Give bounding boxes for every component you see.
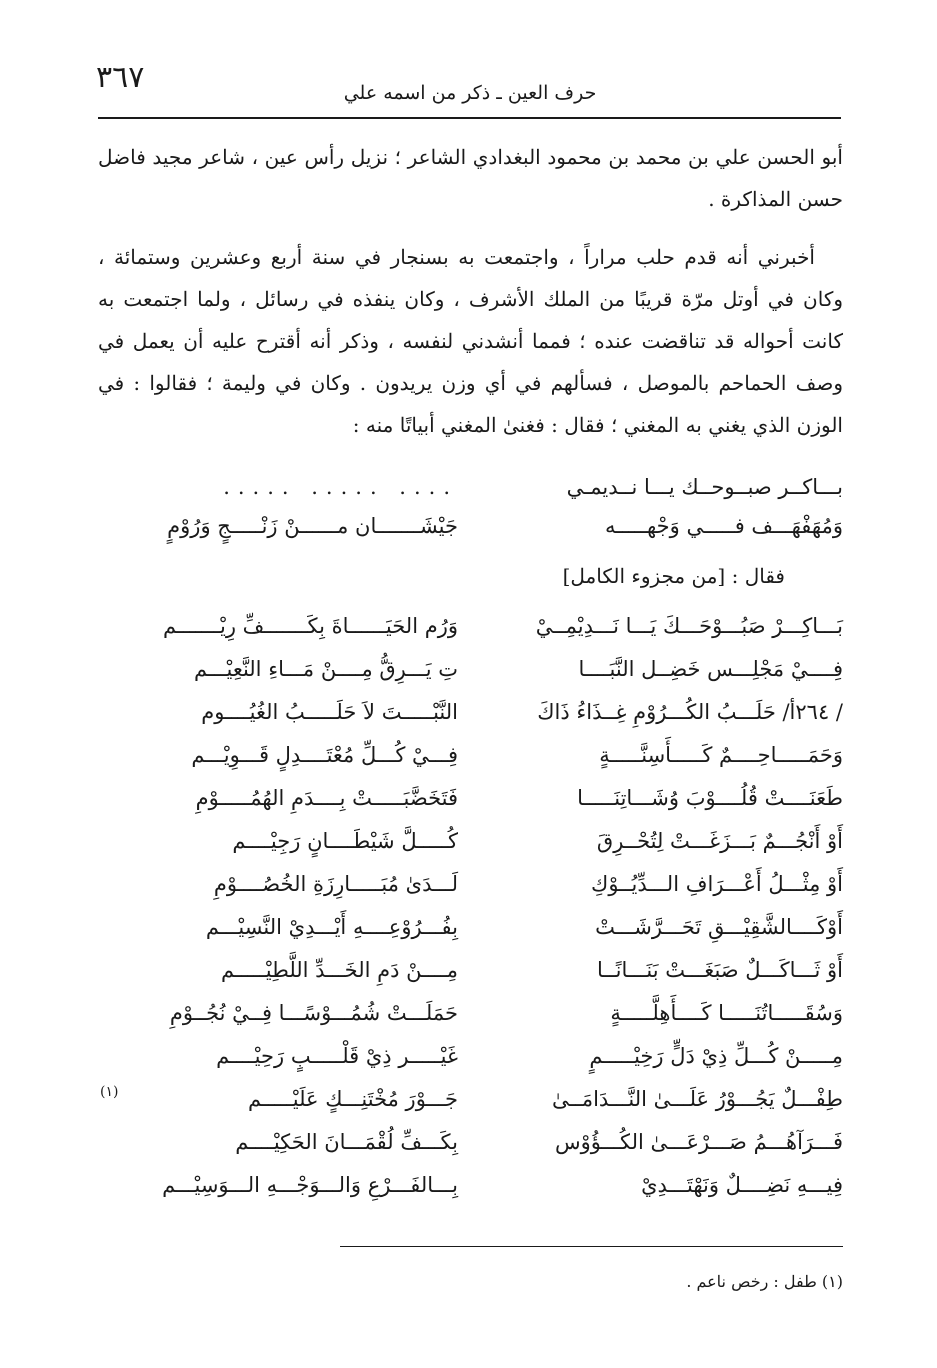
poem-line-7-second: لَـــدَىٰ مُبَـــــارِزَةِ الخُصُــــوْمِ	[213, 872, 458, 896]
poem-line-12-second: جَـــوْرَ مُخْتَنِـــكٍ عَلَيْـــــم	[248, 1087, 458, 1111]
poem-line-13-second: بِكَـــفِّ لُقْمَـــانَ الحَكِيْــــم	[235, 1130, 458, 1154]
running-title: حرف العين ـ ذكر من اسمه علي	[343, 82, 597, 104]
poem-line-8-first: أَوْكَــــالشَّقِيْـــقِ تَحَـــرَّشَـــتْ	[595, 915, 843, 939]
poem-line-14-second: بِـــالفَـــرْعِ وَالـــوَجْـــهِ الـــوَسِيْـــم	[162, 1173, 458, 1197]
poem-line-11-first: مِـــــنْ كُـــلِّ ذِيْ دَلٍّ رَخِيْـــــمٍ	[589, 1044, 843, 1068]
paragraph-biography: أبو الحسن علي بن محمد بن محمود البغدادي الشاعر ؛ نزيل رأس عين ، شاعر مجيد فاضل حسن المذاكرة .	[98, 145, 843, 211]
footnote: (١) طفل : رخص ناعم .	[686, 1272, 843, 1291]
poem-line-9-second: مِــــنْ دَمِ الخَـــدِّ اللَّطِيْـــــم	[221, 958, 458, 982]
paragraph-narrative: أخبرني أنه قدم حلب مراراً ، واجتمعت به بسنجار في سنة أربع وعشرين وستمائة ، وكان في أوتل مرّة قريبًا من الملك الأشرف ، وكان ينفذه في رسائل ، ولما اجتمعت به كانت أحواله قد تناقضت عنده ؛ فمما أنشدني لنفسه ، وذكر أنه أقترح عليه أن يعمل في وصف الحماحم بالموصل ، فسألهم في أي وزن يريدون . وكان في وليمة ؛ فقالوا : في الوزن الذي يغني به المغني ؛ فقال : فغنىٰ المغني أبياتًا منه :	[98, 245, 843, 437]
footnote-rule	[340, 1246, 843, 1247]
poem-line-1-first: بَـــاكِـــرْ صَبُـــوْحَـــكَ يَـــا نَـــدِيْمِــيْ	[535, 614, 843, 638]
sample-verse-first-hemistich: بـــاكــر صبــوحــك يـــا نــديمـي	[566, 475, 843, 499]
poem-line-11-second: غَيْـــــر ذِيْ قَلْـــــبٍ رَحِيْــــم	[216, 1044, 458, 1068]
poem-line-5-first: طَعَنَــــتْ قُلُــــوْبَ وُشَـــاتِنَـــــا	[577, 786, 843, 810]
main-text	[98, 136, 843, 462]
poem-line-5-second: فَتَخَضَّبَـــــتْ بِــــدَمِ الهُمُـــــوْمِ	[195, 786, 458, 810]
footnote-marker: (١)	[100, 1084, 119, 1100]
poem-line-6-second: كُـــــلَّ شَيْطَــــانٍ رَجِيْــــم	[232, 829, 458, 853]
page-number: ٣٦٧	[96, 60, 145, 95]
poem-line-13-first: فَـــرَآهُـــمُ صَـــرْعَـــىٰ الكُـــؤُوْس	[554, 1130, 843, 1154]
poem-line-10-first: وَسُقَـــــاتُنَـــــا كَــــأَهِلَّـــــةٍ	[610, 1001, 843, 1025]
poem-line-2-second: تِ يَـــرِقُّ مِــــنْ مَـــاءِ النَّعِيْـــم	[194, 657, 458, 681]
sample-verse-first-hemistich: وَمُهَفْهَـــف فـــــي وَجْهـــــه	[604, 514, 843, 538]
poem-line-12-first: طِفْـــلٌ يَجُـــوْرُ عَلَـــىٰ النَّـــدَامَــىٰ	[552, 1087, 843, 1111]
poem-line-3-second: النَّبْـــــتَ لاَ حَلَـــــبُ الغُيُــــوم	[201, 700, 458, 724]
poem-line-4-first: وَحَمَـــــاحِــــمٌ كَـــــأَسِنَّـــــةٍ	[599, 743, 843, 767]
sample-verse-ellipsis: .... ..... .....	[223, 475, 458, 499]
poem-line-2-first: فِــــيْ مَجْلِـــس خَضِــل النَّبَــــا	[578, 657, 843, 681]
poem-line-6-first: أَوْ أَنْجُـــمٌ بَـــزَغَـــتْ لِتُحْــرِقَ	[596, 829, 843, 853]
meter-heading: فقال : [من مجزوء الكامل]	[562, 564, 785, 588]
poem-line-10-second: حَمَلَـــتْ شُمُـــوْسًـــا فِــيْ نُجُــوْمِ	[169, 1001, 458, 1025]
poem-line-14-first: فِيـــهِ نَضِــــلٌ وَنَهْتَـــدِيْ	[641, 1173, 843, 1197]
poem-line-9-first: أَوْ ثَـــاكَـــلٌ صَبَغَـــتْ بَنَـــانًــا	[596, 958, 843, 982]
poem-line-3-first: / ٢٦٤أ/ حَلَـــبُ الكُـــرُوْمِ غِــذَاءُ ذَاكَ	[537, 700, 843, 724]
poem-line-4-second: فِـــيْ كُـــلِّ مُعْتَــــدِلٍ قَـــوِيْـــم	[191, 743, 458, 767]
poem-line-8-second: بِفُـــرُوْعِــــهِ أَيْـــدِيْ النَّسِيْـــم	[205, 915, 458, 939]
poem-line-1-second: وَرُم الحَيَــــــاةَ بِكَـــــــفِّ رِيْـــــــم	[162, 614, 458, 638]
sample-verse-second-hemistich: جَيْشَـــــــان مــــــنْ زَنْـــــجٍ وَرُوْمٍ	[167, 514, 458, 538]
poem-line-7-first: أَوْ مِثْـــلُ أَعْـــرَافِ الـــدِّيُــوْكِ	[591, 872, 843, 896]
header-rule	[98, 117, 841, 119]
